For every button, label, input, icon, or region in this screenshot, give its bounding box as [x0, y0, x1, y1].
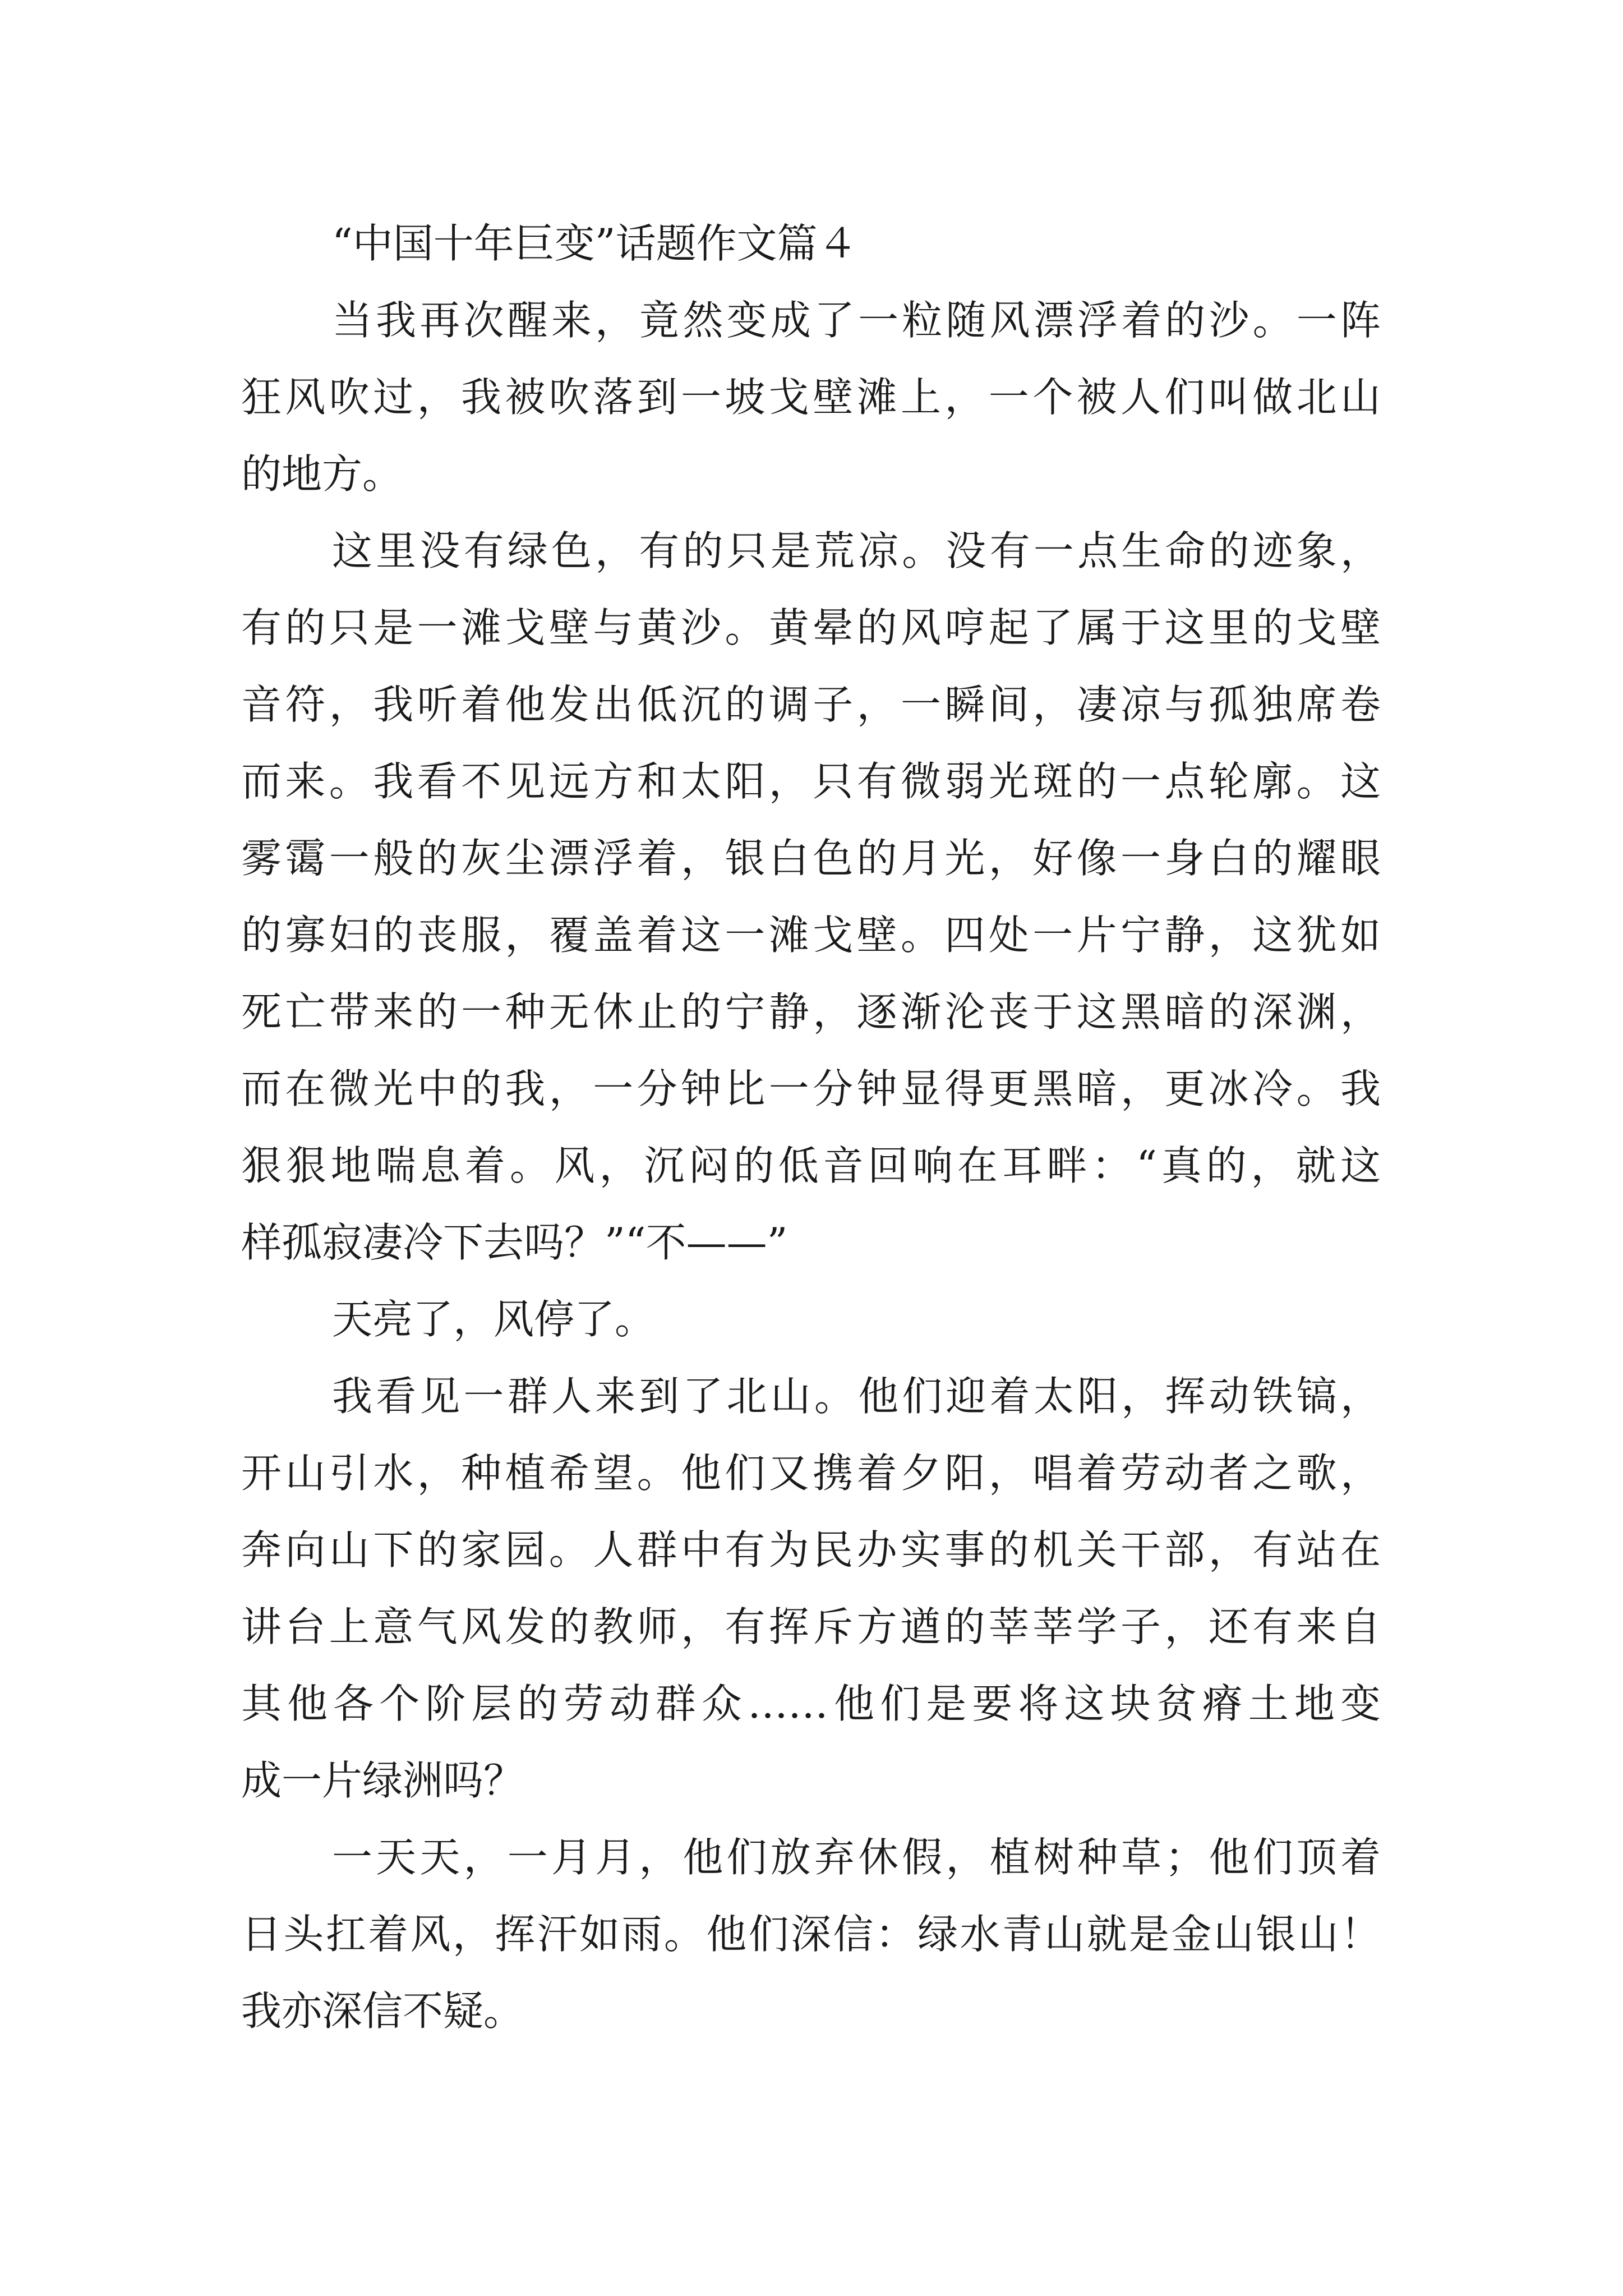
text-line: 我亦深信不疑。: [241, 1987, 524, 2035]
text-line: 这里没有绿色，有的只是荒凉。没有一点生命的迹象，: [332, 527, 1381, 574]
text-line: 其他各个阶层的劳动群众……他们是要将这块贫瘠土地变: [241, 1680, 1381, 1727]
text-line: 狠狠地喘息着。风，沉闷的低音回响在耳畔：“真的，就这: [241, 1142, 1381, 1189]
text-line: 成一片绿洲吗？: [241, 1757, 524, 1804]
text-line: 样孤寂凄冷下去吗？”“不——”: [241, 1219, 788, 1266]
text-line: 有的只是一滩戈壁与黄沙。黄晕的风哼起了属于这里的戈壁: [241, 604, 1381, 651]
text-line: 死亡带来的一种无休止的宁静，逐渐沦丧于这黑暗的深渊，: [241, 988, 1381, 1036]
text-line: 而来。我看不见远方和太阳，只有微弱光斑的一点轮廓。这: [241, 758, 1381, 805]
text-line: 日头扛着风，挥汗如雨。他们深信：绿水青山就是金山银山！: [241, 1911, 1381, 1958]
text-line: 我看见一群人来到了北山。他们迎着太阳，挥动铁镐，: [332, 1373, 1381, 1420]
text-line: 而在微光中的我，一分钟比一分钟显得更黑暗，更冰冷。我: [241, 1065, 1381, 1112]
document-title: “中国十年巨变”话题作文篇４: [332, 220, 858, 267]
text-line: 音符，我听着他发出低沉的调子，一瞬间，凄凉与孤独席卷: [241, 681, 1381, 728]
text-line: 雾霭一般的灰尘漂浮着，银白色的月光，好像一身白的耀眼: [241, 835, 1381, 882]
text-line: 奔向山下的家园。人群中有为民办实事的机关干部，有站在: [241, 1526, 1381, 1573]
text-line: 的地方。: [241, 450, 403, 498]
text-line: 狂风吹过，我被吹落到一坡戈壁滩上，一个被人们叫做北山: [241, 374, 1381, 421]
text-line: 开山引水，种植希望。他们又携着夕阳，唱着劳动者之歌，: [241, 1450, 1381, 1497]
text-line: 当我再次醒来，竟然变成了一粒随风漂浮着的沙。一阵: [332, 297, 1381, 344]
text-line: 一天天，一月月，他们放弃休假，植树种草；他们顶着: [332, 1834, 1381, 1881]
text-line: 天亮了，风停了。: [332, 1296, 656, 1343]
text-line: 的寡妇的丧服，覆盖着这一滩戈壁。四处一片宁静，这犹如: [241, 912, 1381, 959]
text-line: 讲台上意气风发的教师，有挥斥方遒的莘莘学子，还有来自: [241, 1603, 1381, 1650]
